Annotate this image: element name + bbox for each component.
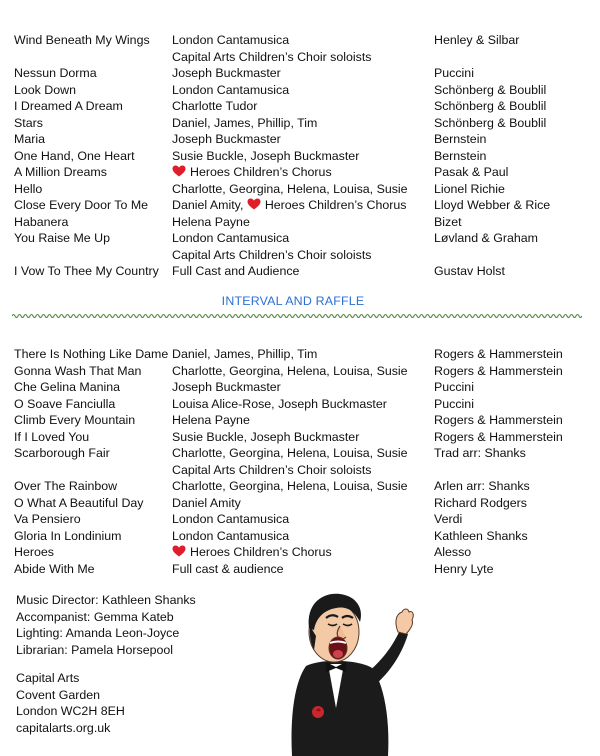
performer (172, 32, 289, 49)
programme-row (14, 445, 586, 462)
performer (172, 214, 250, 231)
programme-row (14, 32, 586, 49)
song-title: If I Loved You (14, 429, 90, 444)
performer-name: Heroes Children’s Chorus (190, 165, 332, 179)
song-title: Gloria In Londinium (14, 528, 122, 543)
programme-part-1 (14, 32, 586, 280)
address-line-org: Capital Arts (16, 671, 80, 685)
performer-name: Susie Buckle, Joseph Buckmaster (172, 429, 360, 444)
programme-row (14, 98, 586, 115)
performer (172, 396, 387, 413)
performer-name: Full Cast and Audience (172, 264, 300, 278)
performer-name: London Cantamusica (172, 33, 290, 47)
song-title: Maria (14, 132, 45, 146)
programme-row (14, 230, 586, 247)
song-title: Habanera (14, 214, 69, 229)
composer: Henley & Silbar (434, 33, 520, 47)
composer: Lloyd Webber & Rice (434, 198, 551, 212)
performer-name: Charlotte Tudor (172, 99, 258, 113)
credit-lighting: Lighting: Amanda Leon-Joyce (16, 626, 180, 640)
performer-name: London Cantamusica (172, 512, 290, 526)
composer: Arlen arr: Shanks (434, 479, 530, 493)
performer (172, 544, 332, 561)
programme-row (14, 412, 586, 429)
performer (172, 511, 289, 528)
song-title: There Is Nothing Like Dame (14, 347, 169, 361)
song-title: Look Down (14, 82, 76, 97)
programme-row (14, 181, 586, 198)
composer: Puccini (434, 396, 474, 411)
performer (172, 49, 371, 66)
programme-row (14, 247, 586, 264)
credit-librarian: Librarian: Pamela Horsepool (16, 642, 174, 657)
performer (172, 363, 408, 380)
performer (172, 148, 359, 165)
address-line-postcode: London WC2H 8EH (16, 704, 125, 718)
song-title: Climb Every Mountain (14, 413, 136, 427)
credits-block (16, 592, 196, 658)
programme-row (14, 561, 586, 578)
composer: Bernstein (434, 132, 487, 146)
performer (172, 65, 281, 82)
performer (172, 115, 317, 132)
composer: Schönberg & Boublil (434, 82, 547, 97)
composer: Pasak & Paul (434, 165, 509, 179)
opera-singer-illustration (276, 588, 416, 756)
song-title: Stars (14, 115, 43, 130)
performer-name: Daniel Amity (172, 495, 241, 510)
composer: Løvland & Graham (434, 231, 538, 245)
programme-list-part-1 (14, 32, 586, 280)
performer-name: Heroes Children’s Chorus (264, 198, 407, 212)
song-title: Close Every Door To Me (14, 198, 149, 212)
composer: Richard Rodgers (434, 495, 527, 510)
programme-row (14, 148, 586, 165)
programme-row (14, 214, 586, 231)
performer (172, 445, 408, 462)
programme-row (14, 379, 586, 396)
performer-name: Charlotte, Georgina, Helena, Louisa, Susie (172, 181, 408, 196)
programme-row (14, 131, 586, 148)
performer-name: Helena Payne (172, 214, 250, 229)
programme-row (14, 462, 586, 479)
address-line-website: capitalarts.org.uk (16, 720, 111, 735)
song-title: I Vow To Thee My Country (14, 264, 159, 278)
performer (172, 247, 371, 264)
performer-name: Capital Arts Children’s Choir soloists (172, 247, 372, 262)
performer (172, 429, 359, 446)
song-title: Va Pensiero (14, 512, 81, 526)
performer (172, 131, 281, 148)
song-title: One Hand, One Heart (14, 148, 135, 163)
composer: Rogers & Hammerstein (434, 413, 563, 427)
address-line-area: Covent Garden (16, 687, 101, 702)
performer (172, 98, 257, 115)
heart-icon (172, 545, 186, 557)
song-title: Over The Rainbow (14, 479, 118, 493)
performer-name: Joseph Buckmaster (172, 132, 281, 146)
performer-prefix: Daniel Amity, (172, 198, 247, 212)
programme-row (14, 429, 586, 446)
song-title: You Raise Me Up (14, 231, 110, 245)
composer: Puccini (434, 66, 474, 80)
song-title: Wind Beneath My Wings (14, 33, 150, 47)
composer: Bizet (434, 214, 462, 229)
programme-row (14, 363, 586, 380)
performer-name: Daniel, James, Phillip, Tim (172, 347, 318, 361)
programme-row (14, 115, 586, 132)
song-title: Nessun Dorma (14, 66, 97, 80)
performer (172, 263, 299, 280)
interval-heading: INTERVAL AND RAFFLE (221, 294, 365, 308)
programme-list-part-2 (14, 346, 586, 577)
performer-name: Charlotte, Georgina, Helena, Louisa, Susie (172, 363, 408, 378)
performer-name: Susie Buckle, Joseph Buckmaster (172, 148, 360, 163)
song-title: O Soave Fanciulla (14, 396, 116, 411)
performer-name: Capital Arts Children’s Choir soloists (172, 49, 372, 64)
composer: Verdi (434, 512, 463, 526)
performer (172, 412, 250, 429)
song-title: O What A Beautiful Day (14, 495, 144, 510)
performer (172, 528, 289, 545)
programme-row (14, 82, 586, 99)
programme-row (14, 49, 586, 66)
performer-name: Helena Payne (172, 413, 250, 427)
performer-name: Full cast & audience (172, 561, 284, 576)
credit-music-director: Music Director: Kathleen Shanks (16, 593, 196, 607)
composer: Puccini (434, 380, 474, 394)
wavy-divider (12, 311, 582, 321)
composer: Henry Lyte (434, 561, 494, 576)
composer: Rogers & Hammerstein (434, 363, 563, 378)
song-title: Hello (14, 181, 43, 196)
performer (172, 462, 371, 479)
performer-name: Louisa Alice-Rose, Joseph Buckmaster (172, 396, 387, 411)
performer-name: London Cantamusica (172, 528, 290, 543)
song-title: Gonna Wash That Man (14, 363, 142, 378)
performer (172, 164, 332, 181)
composer: Gustav Holst (434, 264, 505, 278)
programme-row (14, 263, 586, 280)
composer: Alesso (434, 545, 472, 559)
song-title: A Million Dreams (14, 165, 107, 179)
performer-name: Heroes Children’s Chorus (190, 545, 332, 559)
programme-row (14, 164, 586, 181)
performer-name: Charlotte, Georgina, Helena, Louisa, Susie (172, 446, 408, 460)
performer (172, 495, 241, 512)
programme-row (14, 528, 586, 545)
programme-row (14, 478, 586, 495)
programme-row (14, 396, 586, 413)
performer (172, 197, 406, 214)
composer: Rogers & Hammerstein (434, 347, 563, 361)
programme-row (14, 544, 586, 561)
heart-icon (247, 198, 261, 210)
performer-name: London Cantamusica (172, 231, 290, 245)
song-title: Heroes (14, 545, 54, 559)
programme-row (14, 495, 586, 512)
composer: Kathleen Shanks (434, 528, 528, 543)
song-title: Abide With Me (14, 561, 95, 576)
performer (172, 82, 289, 99)
programme-row (14, 511, 586, 528)
composer: Schönberg & Boublil (434, 115, 547, 130)
song-title: Che Gelina Manina (14, 380, 121, 394)
performer-name: Daniel, James, Phillip, Tim (172, 115, 318, 130)
composer: Bernstein (434, 148, 487, 163)
credit-accompanist: Accompanist: Gemma Kateb (16, 609, 174, 624)
performer-name: London Cantamusica (172, 82, 290, 97)
performer (172, 478, 408, 495)
performer (172, 379, 281, 396)
performer-name: Capital Arts Children’s Choir soloists (172, 462, 372, 477)
programme-row (14, 197, 586, 214)
composer: Rogers & Hammerstein (434, 429, 563, 444)
programme-part-2 (14, 346, 586, 577)
performer-name: Joseph Buckmaster (172, 66, 281, 80)
performer-name: Joseph Buckmaster (172, 380, 281, 394)
composer: Schönberg & Boublil (434, 99, 547, 113)
composer: Lionel Richie (434, 181, 505, 196)
composer: Trad arr: Shanks (434, 446, 526, 460)
performer (172, 230, 289, 247)
song-title: I Dreamed A Dream (14, 99, 123, 113)
programme-row (14, 65, 586, 82)
performer-name: Charlotte, Georgina, Helena, Louisa, Susie (172, 479, 408, 493)
performer (172, 561, 284, 578)
programme-row (14, 346, 586, 363)
heart-icon (172, 165, 186, 177)
performer (172, 346, 317, 363)
address-block (16, 670, 125, 736)
performer (172, 181, 408, 198)
song-title: Scarborough Fair (14, 446, 110, 460)
